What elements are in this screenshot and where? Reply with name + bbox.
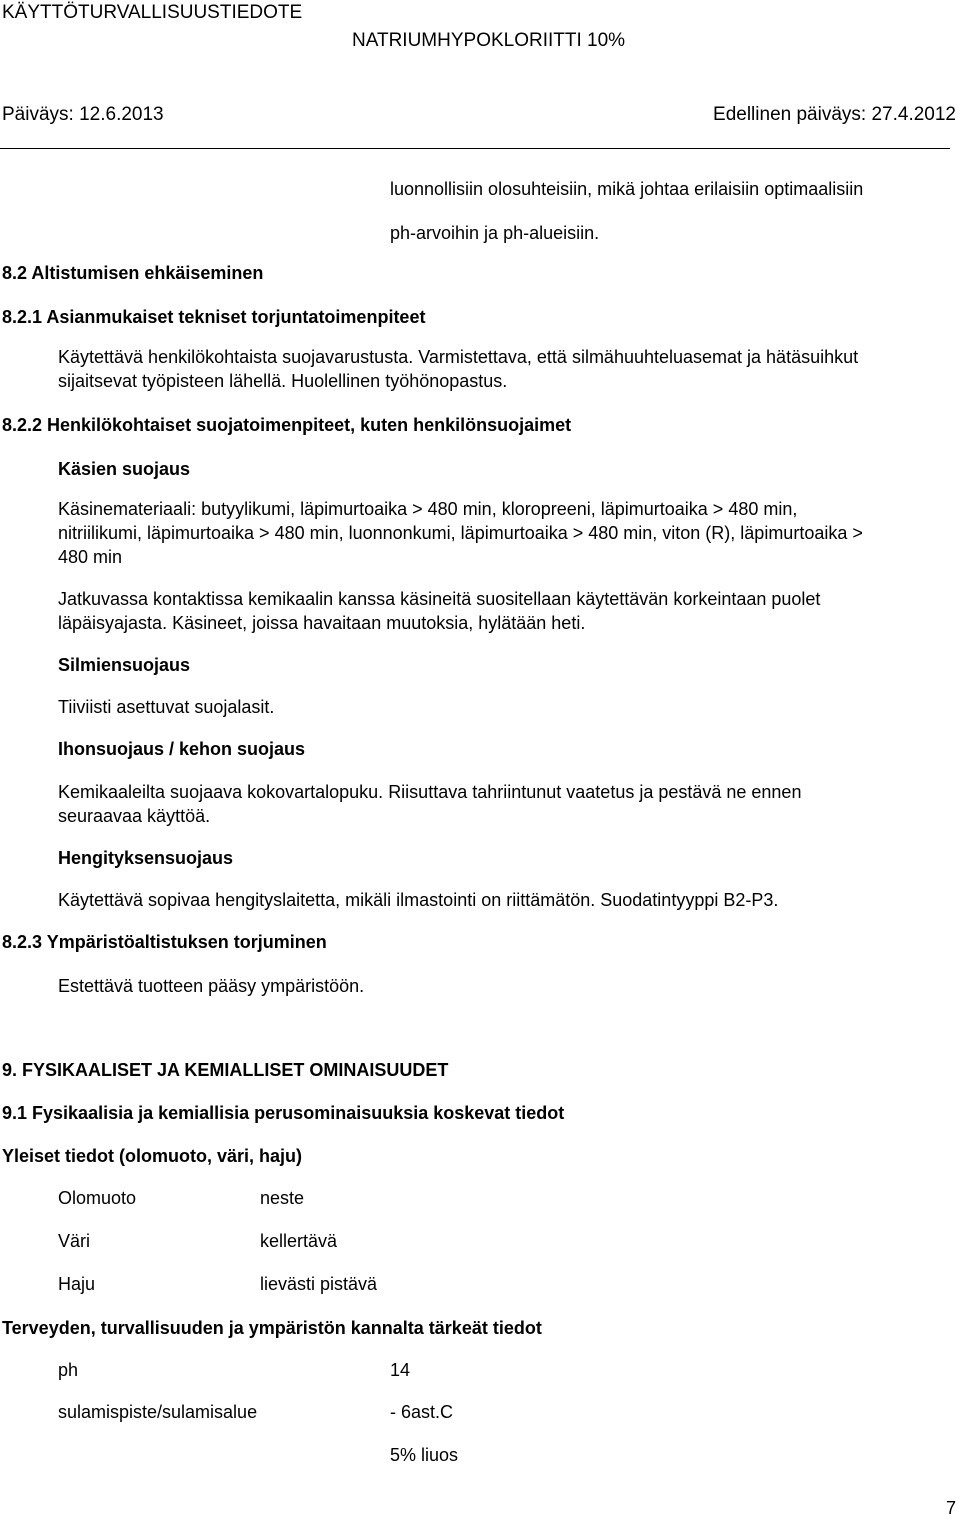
skin-protection-text: seuraavaa käyttöä. (58, 806, 211, 826)
skin-protection-text: Kemikaaleilta suojaava kokovartalopuku. Riisuttava tahriintunut vaatetus ja pestävä ne ennen (58, 782, 802, 802)
hand-protection-note: läpäisyajasta. Käsineet, joissa havaitaan muutoksia, hylätään heti. (58, 613, 586, 633)
property-label: sulamispiste/sulamisalue (58, 1402, 258, 1422)
previous-date: Edellinen päiväys: 27.4.2012 (713, 104, 956, 125)
property-value: 5% liuos (390, 1445, 459, 1465)
header-divider (0, 148, 950, 149)
page-number: 7 (945, 1498, 956, 1518)
property-label: Olomuoto (58, 1188, 137, 1208)
hand-protection-note: Jatkuvassa kontaktissa kemikaalin kanssa käsineitä suositellaan käytettävän korkeintaan puolet (58, 589, 821, 609)
date: Päiväys: 12.6.2013 (2, 104, 164, 125)
continuation-line: luonnollisiin olosuhteisiin, mikä johtaa erilaisiin optimaalisiin (390, 179, 864, 199)
respiratory-protection-heading: Hengityksensuojaus (58, 848, 234, 868)
property-value: lievästi pistävä (260, 1274, 378, 1294)
respiratory-protection-text: Käytettävä sopivaa hengityslaitetta, mikäli ilmastointi on riittämätön. Suodatintyyppi B2-P3. (58, 890, 779, 910)
property-label: Väri (58, 1231, 91, 1251)
general-info-heading: Yleiset tiedot (olomuoto, väri, haju) (2, 1146, 303, 1166)
section-8-2-2-heading: 8.2.2 Henkilökohtaiset suojatoimenpiteet, kuten henkilönsuojaimet (2, 415, 572, 435)
hand-protection-heading: Käsien suojaus (58, 459, 191, 479)
section-8-2-1-text: sijaitsevat työpisteen lähellä. Huolellinen työhönopastus. (58, 371, 508, 391)
hand-protection-text: nitriilikumi, läpimurtoaika > 480 min, luonnonkumi, läpimurtoaika > 480 min, viton (R), läpimurtoaika > (58, 523, 863, 543)
section-9-1-heading: 9.1 Fysikaalisia ja kemiallisia perusominaisuuksia koskevat tiedot (2, 1103, 565, 1123)
skin-protection-heading: Ihonsuojaus / kehon suojaus (58, 739, 306, 759)
property-value: - 6ast.C (390, 1402, 454, 1422)
section-9-heading: 9. FYSIKAALISET JA KEMIALLISET OMINAISUUDET (2, 1060, 449, 1080)
property-value: neste (260, 1188, 305, 1208)
eye-protection-text: Tiiviisti asettuvat suojalasit. (58, 697, 275, 717)
document-type: KÄYTTÖTURVALLISUUSTIEDOTE (2, 2, 303, 23)
section-8-2-3-heading: 8.2.3 Ympäristöaltistuksen torjuminen (2, 932, 327, 952)
property-value: 14 (390, 1360, 411, 1380)
property-label: ph (58, 1360, 79, 1380)
hand-protection-text: Käsinemateriaali: butyylikumi, läpimurtoaika > 480 min, kloropreeni, läpimurtoaika > 480 min, (58, 499, 798, 519)
health-safety-heading: Terveyden, turvallisuuden ja ympäristön kannalta tärkeät tiedot (2, 1318, 542, 1338)
hand-protection-text: 480 min (58, 547, 123, 567)
continuation-line: ph-arvoihin ja ph-alueisiin. (390, 223, 600, 243)
property-value: kellertävä (260, 1231, 338, 1251)
eye-protection-heading: Silmiensuojaus (58, 655, 191, 675)
property-label: Haju (58, 1274, 96, 1294)
section-8-2-heading: 8.2 Altistumisen ehkäiseminen (2, 263, 264, 283)
section-8-2-1-heading: 8.2.1 Asianmukaiset tekniset torjuntatoimenpiteet (2, 307, 426, 327)
section-8-2-1-text: Käytettävä henkilökohtaista suojavarustusta. Varmistettava, että silmähuuhteluasemat ja hätäsuihkut (58, 347, 859, 367)
product-name: NATRIUMHYPOKLORIITTI 10% (352, 30, 626, 51)
section-8-2-3-text: Estettävä tuotteen pääsy ympäristöön. (58, 976, 365, 996)
